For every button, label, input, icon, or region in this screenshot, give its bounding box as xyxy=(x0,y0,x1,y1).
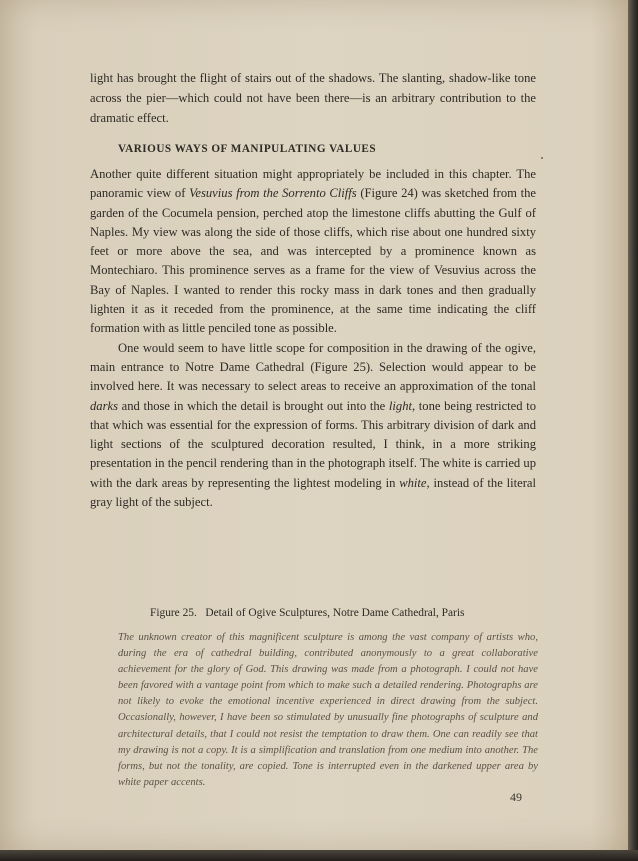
emphasis-white: white, xyxy=(399,475,430,490)
paragraph-notre-dame-part3: tone being restricted to that which was essential for the expression of forms. This arbitrary division of dark and light sections of the sculptured decoration resulted, I think, in a more striking presentation in the pencil rendering than in the photograph itself. The white is carried up with the dark areas by representing the lightest modeling in xyxy=(90,398,536,490)
paper-speck xyxy=(541,157,543,159)
paragraph-continued: light has brought the flight of stairs out of the shadows. The slanting, shadow-like tone across the pier—which could not have been there—is an arbitrary contribution to the dramatic effect. xyxy=(90,71,536,125)
section-heading: VARIOUS WAYS OF MANIPULATING VALUES xyxy=(118,143,377,155)
emphasis-darks: darks xyxy=(90,398,118,413)
paragraph-vesuvius xyxy=(90,165,536,339)
paragraph-vesuvius-part2: (Figure 24) was sketched from the garden of the Cocumela pension, perched atop the limestone cliffs abutting the Gulf of Naples. My view was along the side of those cliffs, which rise about one hundred sixty feet or more above the sea, and was intercepted by a prominence known as Montechiaro. This prominence serves as a frame for the view of Vesuvius across the Bay of Naples. I wanted to render this rocky mass in dark tones and then gradually lighten it as it receded from the prominence, at the same time indicating the cliff formation with as little penciled tone as possible. xyxy=(90,186,536,336)
paragraph-notre-dame xyxy=(90,339,536,513)
body-text xyxy=(90,165,536,512)
book-edge-right xyxy=(628,0,638,861)
paragraph-notre-dame-part2: and those in which the detail is brought out into the xyxy=(118,398,389,413)
page-number: 49 xyxy=(510,790,522,804)
paragraph-notre-dame-part1: One would seem to have little scope for composition in the drawing of the ogive, main entrance to Notre Dame Cathedral (Figure 25). Selection would appear to be involved here. It was necessary to select areas to receive an approximation of the tonal xyxy=(90,340,536,394)
emphasis-light: light, xyxy=(388,398,416,413)
artwork-title-italic: Vesuvius from the Sorrento Cliffs xyxy=(189,186,357,201)
book-edge-bottom xyxy=(0,850,638,861)
paragraph-vesuvius-part1: Another quite different situation might appropriately be included in this chapter. The panoramic view of xyxy=(90,167,536,201)
paragraph-notre-dame-part4: instead of the literal gray light of the subject. xyxy=(90,475,537,510)
figure-caption-body: The unknown creator of this magnificent sculpture is among the vast company of artists who, during the era of cathedral building, contributed anonymously to a great collaborative achievement for the glory of God. This drawing was made from a photograph. I could not have been favored with a vantage point from which to make such a detailed rendering. Photographs are not likely to evoke the emotional incentive experienced in direct drawing from the subject. Occasionally, however, I have been so stimulated by unusually fine photographs of sculpture and architectural details, that I could not resist the temptation to draw them. One can readily see that my drawing is not a copy. It is a simplification and translation from one medium into another. The forms, but not the tonality, are copied. Tone is interrupted even in the darkened upper area by white paper accents. xyxy=(118,632,538,788)
figure-caption-title: Figure 25. Detail of Ogive Sculptures, Notre Dame Cathedral, Paris xyxy=(150,607,465,619)
